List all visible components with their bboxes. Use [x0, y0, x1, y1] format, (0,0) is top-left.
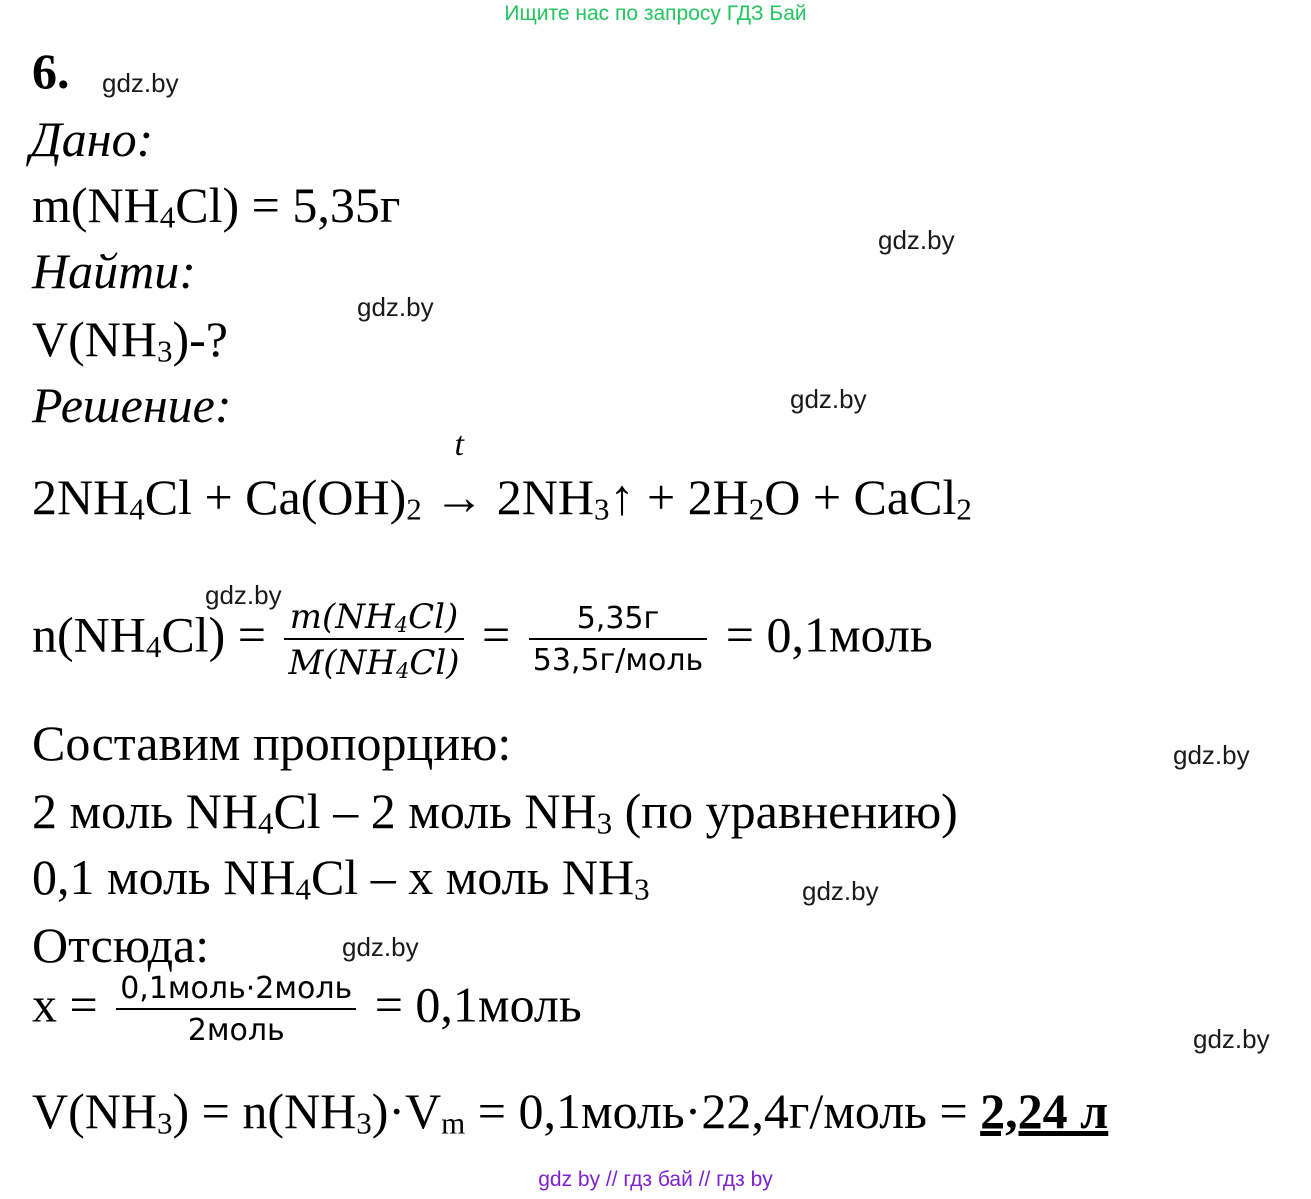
watermark: gdz.by: [790, 384, 867, 414]
numeric-fraction: $\frac{5,35г}{\text{53,5г/моль}}$: [529, 604, 708, 676]
watermark: gdz.by: [357, 292, 434, 322]
proportion-line-1: 2 моль $NH_4Cl - 2$ моль $NH_3$ (по уравнению): [32, 783, 958, 841]
final-answer: 2,24 л: [980, 1083, 1109, 1139]
footer-links[interactable]: gdz by // гдз бай // гдз by: [538, 1168, 773, 1191]
watermark: gdz.by: [802, 876, 879, 906]
solution-heading: Решение:: [32, 377, 232, 433]
proportion-line-2: 0,1 моль $NH_4Cl$ – x моль $NH_3$: [32, 849, 650, 907]
given-heading: Дано:: [30, 111, 154, 167]
x-equation: x = $\frac{\text{0,1моль·2моль}}{\text{2моль}}$ = 0,1моль: [32, 971, 582, 1048]
problem-number: 6.: [32, 43, 70, 99]
moles-line: $n(NH_4Cl)$ = $\frac{m(NH_4Cl)}{M(NH_4Cl)}$ = $\frac{5,35г}{\text{53,5г/моль}}$ = 0,1моль: [32, 597, 933, 683]
find-line: $V(NH_3)-$?: [32, 311, 228, 369]
hence-heading: Отсюда:: [32, 917, 210, 973]
reaction-arrow: t →: [434, 426, 485, 525]
given-line: $m(NH_4Cl) = 5,35г$: [32, 177, 401, 235]
proportion-heading: Составим пропорцию:: [32, 715, 512, 771]
reaction-arrow-label: t: [454, 426, 464, 463]
volume-equation: $V(NH_3) = n(NH_3)\cdot V_m$ = 0,1моль·22,4г/моль = 2,24 л: [32, 1083, 1109, 1141]
watermark: gdz.by: [205, 580, 282, 610]
watermark: gdz.by: [878, 225, 955, 255]
reaction-equation: $2NH_4Cl + Ca(OH)_2$ t → $2NH_3↑ + 2H_2O$ + CaCl$_2$: [32, 426, 972, 527]
watermark: gdz.by: [1193, 1024, 1270, 1054]
watermark: gdz.by: [102, 68, 179, 98]
top-banner[interactable]: Ищите нас по запросу ГДЗ Бай: [504, 2, 807, 25]
find-heading: Найти:: [32, 243, 196, 299]
x-fraction: $\frac{\text{0,1моль·2моль}}{\text{2моль}}$: [116, 974, 356, 1046]
watermark: gdz.by: [342, 932, 419, 962]
watermark: gdz.by: [1173, 740, 1250, 770]
molar-fraction: $\frac{m(NH_4Cl)}{M(NH_4Cl)}$: [284, 600, 463, 680]
